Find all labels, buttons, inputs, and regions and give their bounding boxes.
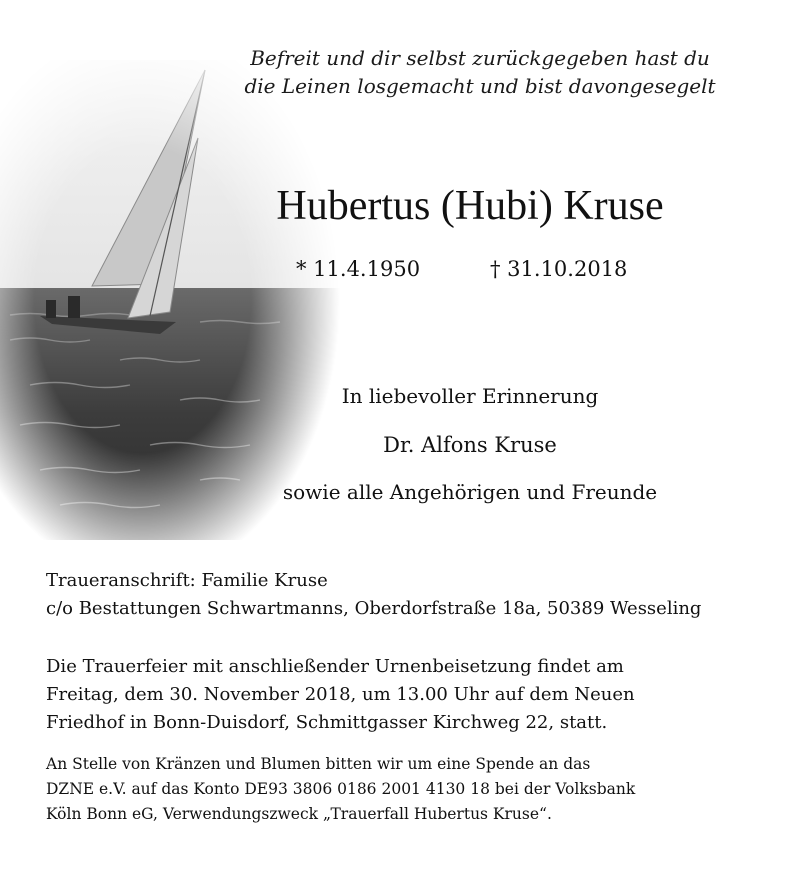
deceased-name: Hubertus (Hubi) Kruse bbox=[276, 183, 664, 229]
memory-line: In liebevoller Erinnerung bbox=[341, 384, 599, 408]
ceremony-line: Die Trauerfeier mit anschließender Urnenbeisetzung findet am bbox=[46, 656, 624, 677]
donation-request bbox=[46, 752, 752, 827]
address-line: c/o Bestattungen Schwartmanns, Oberdorfstraße 18a, 50389 Wesseling bbox=[46, 598, 702, 619]
sailboat-image bbox=[0, 60, 340, 540]
sailboat-photo bbox=[0, 60, 340, 540]
motto-line: Befreit und dir selbst zurückgegeben hast du bbox=[250, 46, 710, 70]
motto-line: die Leinen losgemacht und bist davongesegelt bbox=[244, 74, 716, 98]
relatives-line: sowie alle Angehörigen und Freunde bbox=[282, 480, 658, 504]
death-date: † 31.10.2018 bbox=[490, 257, 628, 281]
ceremony-details bbox=[46, 653, 752, 737]
address-line: Traueranschrift: Familie Kruse bbox=[46, 570, 328, 591]
donation-line: Köln Bonn eG, Verwendungszweck „Trauerfall Hubertus Kruse“. bbox=[46, 805, 552, 823]
ceremony-line: Freitag, dem 30. November 2018, um 13.00 Uhr auf dem Neuen bbox=[46, 684, 635, 705]
donation-line: An Stelle von Kränzen und Blumen bitten wir um eine Spende an das bbox=[46, 755, 591, 773]
birth-date: * 11.4.1950 bbox=[296, 257, 421, 281]
donation-line: DZNE e.V. auf das Konto DE93 3806 0186 2001 4130 18 bei der Volksbank bbox=[46, 780, 636, 798]
mourning-address bbox=[46, 567, 701, 623]
motto-verse bbox=[200, 44, 760, 100]
mourner-name: Dr. Alfons Kruse bbox=[383, 433, 557, 457]
ceremony-line: Friedhof in Bonn-Duisdorf, Schmittgasser Kirchweg 22, statt. bbox=[46, 712, 608, 733]
